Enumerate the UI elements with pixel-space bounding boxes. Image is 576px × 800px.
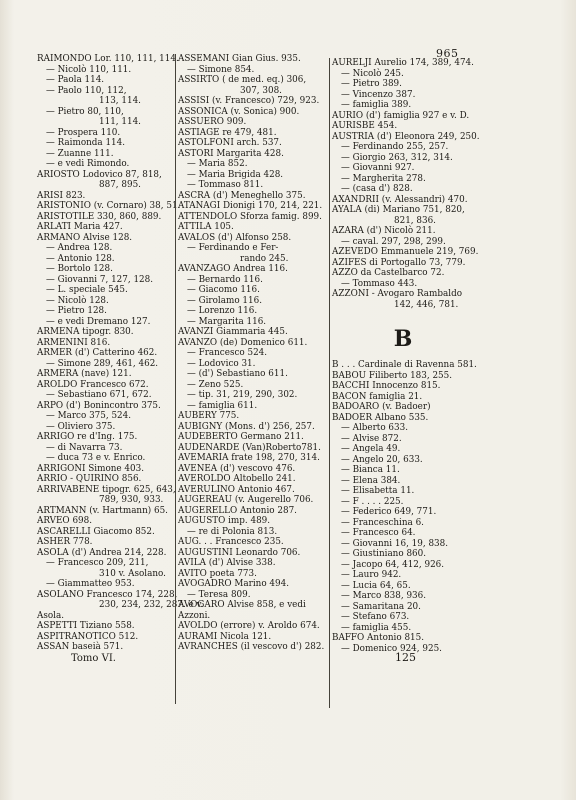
index-entry: — Ferdinando e Fer-	[187, 243, 279, 253]
index-entry: ARMANO Alvise 128.	[37, 232, 133, 243]
index-entry: — L. speciale 545.	[46, 285, 128, 295]
index-entry: BADOER Albano 535.	[332, 412, 429, 423]
index-entry: — Angelo 20, 633.	[341, 454, 423, 465]
index-entry: — di Navarra 73.	[46, 442, 123, 453]
index-entry: — Franceschina 6.	[341, 517, 424, 528]
index-entry: Asola.	[37, 610, 65, 621]
index-entry: — Giovanni 16, 19, 838.	[341, 538, 449, 549]
index-entry: ARRIGONI Simone 403.	[37, 463, 145, 474]
index-entry: — Sebastiano 671, 672.	[46, 390, 152, 400]
index-entry: — Tommaso 443.	[341, 278, 418, 289]
index-entry: — re di Polonia 813.	[187, 526, 278, 537]
index-entry: BACON famiglia 21.	[332, 391, 423, 402]
index-column-3	[332, 58, 480, 654]
index-entry: — Prospera 110.	[46, 127, 121, 138]
index-entry: — Antonio 128.	[46, 253, 115, 264]
page-number: 965	[436, 47, 459, 60]
index-entry: — Zuanne 111.	[46, 148, 114, 159]
index-entry: 310 v. Asolano.	[99, 568, 166, 579]
index-entry: 142, 446, 781.	[394, 299, 459, 310]
index-entry: — Angela 49.	[341, 444, 401, 454]
index-entry: — duca 73 e v. Enrico.	[46, 453, 146, 463]
index-entry: — Pietro 128.	[46, 306, 107, 316]
index-entry: AVOGARO Alvise 858, e vedi	[178, 600, 306, 610]
index-entry: ASTOLFONI arch. 537.	[178, 138, 282, 148]
index-entry: BADOARO (v. Badoer)	[332, 402, 431, 412]
index-entry: — Giovanni 7, 127, 128.	[46, 274, 154, 285]
index-entry: — Andrea 128.	[46, 243, 113, 253]
index-entry: — Domenico 924, 925.	[341, 643, 442, 654]
index-entry: — Raimonda 114.	[46, 138, 126, 148]
index-entry: — Simone 854.	[187, 64, 255, 75]
index-entry: — Bortolo 128.	[46, 264, 113, 274]
index-entry: 230, 234, 232, 287. e v.	[99, 600, 204, 610]
index-entry: AVANZO (de) Domenico 611.	[178, 337, 308, 348]
index-entry: — Elena 384.	[341, 475, 401, 486]
index-entry: AVANZAGO Andrea 116.	[178, 264, 288, 274]
index-entry: AUGUSTO imp. 489.	[178, 516, 271, 526]
index-entry: ASSONICA (v. Sonica) 900.	[178, 106, 300, 117]
index-column-2	[178, 54, 329, 653]
index-entry: AURAMI Nicola 121.	[178, 631, 272, 642]
index-entry: — Paola 114.	[46, 75, 105, 85]
index-entry: BABOU Filiberto 183, 255.	[332, 370, 453, 381]
column-3-entries-a	[332, 58, 480, 310]
index-entry: — Francesco 524.	[187, 348, 268, 358]
index-entry: — Bianca 11.	[341, 465, 400, 475]
index-entry: AUBERY 775.	[178, 411, 240, 421]
index-entry: 887, 895.	[99, 180, 141, 190]
index-entry: ASCRA (d') Meneghello 375.	[178, 190, 306, 201]
index-entry: ARRIO - QUIRINO 856.	[37, 474, 142, 484]
index-entry: — Alvise 872.	[341, 433, 402, 444]
index-entry: — Alberto 633.	[341, 423, 409, 433]
index-entry: — Giammatteo 953.	[46, 579, 135, 589]
index-entry: — Lucia 64, 65.	[341, 580, 411, 591]
index-entry: AVOGADRO Marino 494.	[178, 579, 290, 589]
index-entry: BACCHI Innocenzo 815.	[332, 381, 441, 391]
index-entry: ATANAGI Dionigi 170, 214, 221.	[178, 201, 323, 211]
index-entry: — Samaritana 20.	[341, 601, 421, 612]
index-entry: — Tommaso 811.	[187, 180, 264, 190]
index-entry: ASSUERO 909.	[178, 117, 247, 127]
index-entry: AVILA (d') Alvise 338.	[178, 558, 276, 568]
index-entry: 307, 308.	[240, 85, 282, 96]
index-entry: AYALA (di) Mariano 751, 820,	[332, 205, 465, 215]
volume-label: Tomo VI.	[71, 653, 116, 664]
index-entry: ASHER 778.	[37, 537, 93, 547]
index-entry: ARVEO 698.	[37, 516, 93, 526]
index-entry: ARRIVABENE tipogr. 625, 643,	[37, 484, 176, 495]
index-entry: 113, 114.	[99, 96, 141, 106]
index-entry: AROLDO Francesco 672.	[37, 379, 149, 390]
index-entry: B . . . Cardinale di Ravenna 581.	[332, 360, 477, 370]
index-entry: — Pietro 389.	[341, 79, 402, 89]
index-entry: AVEMARIA frate 198, 270, 314.	[178, 453, 320, 463]
index-entry: AURIO (d') famiglia 927 e v. D.	[332, 110, 470, 121]
index-entry: ASCARELLI Giacomo 852.	[37, 526, 155, 537]
index-entry: — (d') Sebastiano 611.	[187, 369, 288, 379]
index-entry: AUGUSTINI Leonardo 706.	[178, 547, 301, 558]
index-entry: — caval. 297, 298, 299.	[341, 236, 446, 247]
index-entry: — Vincenzo 387.	[341, 89, 416, 100]
index-entry: — Maria Brigida 428.	[187, 169, 284, 180]
index-entry: — famiglia 611.	[187, 400, 258, 411]
index-entry: — Stefano 673.	[341, 612, 410, 622]
column-3-entries-b	[332, 360, 477, 654]
index-entry: ARRIGO re d'Ing. 175.	[37, 432, 138, 442]
index-entry: — famiglia 389.	[341, 100, 412, 110]
index-entry: — Bernardo 116.	[187, 274, 263, 285]
index-entry: AUSTRIA (d') Eleonora 249, 250.	[332, 131, 480, 142]
index-entry: — e vedi Dremano 127.	[46, 316, 151, 327]
index-entry: ARMENINI 816.	[37, 337, 111, 348]
index-entry: — Pietro 80, 110,	[46, 106, 124, 117]
index-entry: rando 245.	[240, 253, 289, 264]
index-entry: AUGEREAU (v. Augerello 706.	[178, 495, 314, 505]
index-entry: — Simone 289, 461, 462.	[46, 358, 159, 369]
index-entry: ASSEMANI Gian Gius. 935.	[178, 54, 301, 64]
index-entry: — Giustiniano 860.	[341, 549, 427, 559]
index-entry: — Giovanni 927.	[341, 163, 415, 173]
index-entry: — Girolamo 116.	[187, 295, 263, 306]
signature-number: 125	[395, 651, 416, 664]
index-entry: — Nicolò 128.	[46, 295, 109, 306]
index-entry: ARLATI Maria 427.	[37, 222, 123, 232]
index-entry: ARIOSTO Lodovico 87, 818,	[37, 169, 162, 180]
index-entry: AVOLDO (errore) v. Aroldo 674.	[178, 621, 320, 631]
index-entry: — Nicolò 110, 111.	[46, 64, 132, 75]
index-entry: AVERULINO Antonio 467.	[178, 484, 295, 495]
index-entry: — Lorenzo 116.	[187, 306, 258, 316]
index-entry: — Jacopo 64, 412, 926.	[341, 559, 445, 570]
index-entry: AUDEBERTO Germano 211.	[178, 432, 304, 442]
index-entry: ARMERA (nave) 121.	[37, 369, 132, 379]
index-entry: — Lodovico 31.	[187, 358, 256, 369]
index-entry: — famiglia 455.	[341, 622, 412, 633]
index-entry: ASSAN baseià 571.	[37, 642, 124, 652]
index-entry: AZIFES di Portogallo 73, 779.	[332, 257, 466, 268]
index-entry: AUBIGNY (Mons. d') 256, 257.	[178, 421, 315, 432]
index-entry: ASPITRANOTICO 512.	[37, 631, 139, 642]
index-entry: — e vedi Rimondo.	[46, 159, 130, 169]
index-entry: — Giorgio 263, 312, 314.	[341, 152, 453, 163]
index-entry: ARISI 823.	[37, 190, 86, 201]
index-entry: ARPO (d') Bonincontro 375.	[37, 400, 161, 411]
index-entry: ASOLANO Francesco 174, 228,	[37, 589, 178, 600]
index-entry: RAIMONDO Lor. 110, 111, 114.	[37, 54, 179, 64]
index-entry: — Lauro 942.	[341, 570, 402, 580]
index-entry: 821, 836.	[394, 215, 436, 226]
index-entry: AVRANCHES (il vescovo d') 282.	[178, 642, 325, 652]
index-entry: ARISTOTILE 330, 860, 889.	[37, 211, 162, 222]
index-entry: — Paolo 110, 112,	[46, 85, 127, 96]
index-entry: ASOLA (d') Andrea 214, 228.	[37, 547, 167, 558]
index-entry: ARISTONIO (v. Cornaro) 38, 51.	[37, 201, 181, 211]
index-entry: AVANZI Giammaria 445.	[178, 327, 288, 337]
index-entry: AZEVEDO Emmanuele 219, 769.	[332, 247, 479, 257]
index-entry: — Marco 838, 936.	[341, 591, 427, 601]
index-entry: BAFFO Antonio 815.	[332, 633, 425, 643]
index-entry: 789, 930, 933.	[99, 495, 164, 505]
index-entry: — Giacomo 116.	[187, 285, 260, 295]
index-entry: AVALOS (d') Alfonso 258.	[178, 232, 292, 243]
index-entry: — Margarita 116.	[187, 316, 267, 327]
index-entry: ATTENDOLO Sforza famig. 899.	[178, 211, 322, 222]
index-entry: ARMER (d') Catterino 462.	[37, 348, 158, 358]
section-letter-heading: B	[393, 326, 413, 352]
index-entry: AZZO da Castelbarco 72.	[332, 268, 445, 278]
index-entry: — Francesco 64.	[341, 528, 416, 538]
index-entry: — Nicolò 245.	[341, 68, 404, 79]
index-entry: — Federico 649, 771.	[341, 507, 437, 517]
index-entry: — Marco 375, 524.	[46, 411, 132, 421]
index-entry: — Elisabetta 11.	[341, 486, 415, 496]
index-entry: — Oliviero 375.	[46, 421, 116, 432]
index-entry: AUDENARDE (Van)Roberto781.	[178, 442, 321, 453]
index-entry: — Francesco 209, 211,	[46, 558, 149, 568]
index-entry: — Ferdinando 255, 257.	[341, 142, 449, 152]
index-entry: ARMENA tipogr. 830.	[37, 327, 134, 337]
index-entry: AURISBE 454.	[332, 121, 398, 131]
index-entry: 111, 114.	[99, 117, 141, 127]
index-entry: AVITO poeta 773.	[178, 568, 257, 579]
index-entry: ARTMANN (v. Hartmann) 65.	[37, 505, 168, 516]
index-entry: ASPETTI Tiziano 558.	[37, 621, 135, 631]
index-entry: — Margherita 278.	[341, 173, 426, 184]
index-entry: — F . . . . 225.	[341, 496, 404, 507]
index-entry: — Zeno 525.	[187, 379, 244, 390]
index-entry: AVENEA (d') vescovo 476.	[178, 463, 296, 474]
index-entry: AZZONI - Avogaro Rambaldo	[332, 289, 462, 299]
index-entry: ATTILA 105.	[178, 222, 234, 232]
index-entry: — Maria 852.	[187, 159, 248, 169]
index-entry: AZARA (d') Nicolò 211.	[332, 226, 436, 236]
index-entry: — tip. 31, 219, 290, 302.	[187, 390, 298, 400]
index-entry: AUG. . . Francesco 235.	[178, 537, 284, 547]
index-entry: — (casa d') 828.	[341, 184, 413, 194]
index-entry: ASTORI Margarita 428.	[178, 148, 284, 159]
index-entry: ASTIAGE re 479, 481.	[178, 127, 277, 138]
index-entry: AURELJI Aurelio 174, 389, 474.	[332, 58, 474, 68]
index-entry: AUGERELLO Antonio 287.	[178, 505, 297, 516]
index-entry: AXANDRII (v. Alessandri) 470.	[332, 194, 468, 205]
index-entry: Azzoni.	[178, 610, 211, 621]
index-entry: ASSISI (v. Francesco) 729, 923.	[178, 96, 320, 106]
index-entry: — Teresa 809.	[187, 589, 251, 600]
index-entry: ASSIRTO ( de med. eq.) 306,	[178, 75, 307, 85]
index-entry: AVEROLDO Altobello 241.	[178, 474, 296, 484]
